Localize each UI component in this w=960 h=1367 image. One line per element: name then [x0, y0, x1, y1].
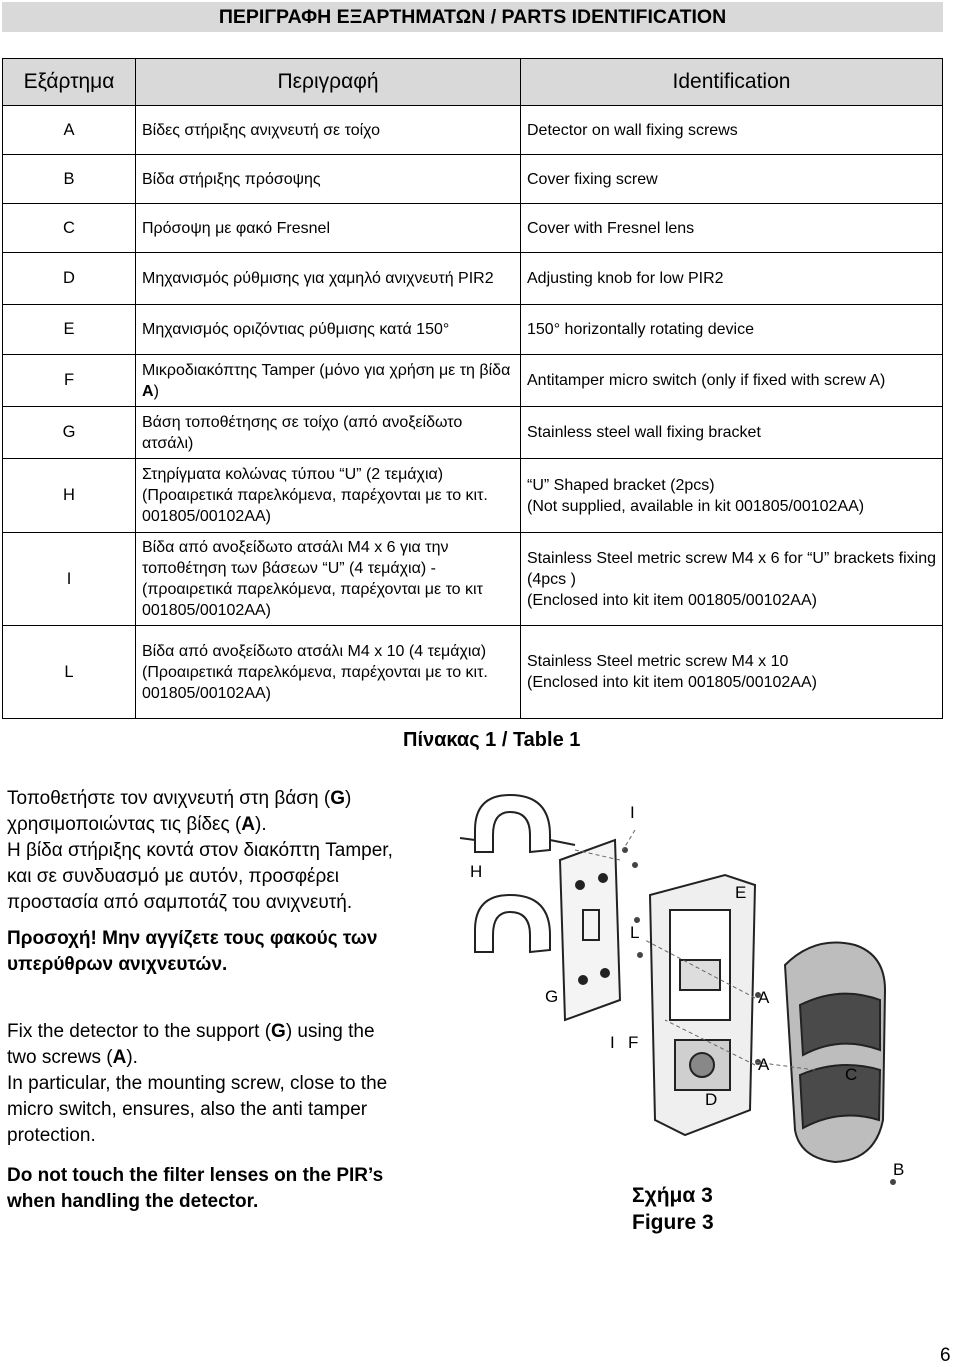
greek-instructions — [7, 786, 477, 978]
part-code: L — [3, 626, 136, 719]
part-code: D — [3, 253, 136, 305]
instruction-line: Η βίδα στήριξης κοντά στον διακόπτη Tamper, — [7, 840, 393, 861]
part-code: I — [3, 533, 136, 626]
warning-text-gr: Προσοχή! Μην αγγίζετε τους φακούς των υπερύθρων ανιχνευτών. — [7, 928, 378, 975]
part-description-gr: Βάση τοποθέτησης σε τοίχο (από ανοξείδωτο ατσάλι) — [136, 407, 521, 459]
table-header-row — [3, 59, 943, 106]
page-title: ΠΕΡΙΓΡΑΦΗ ΕΞΑΡΤΗΜΑΤΩΝ / PARTS IDENTIFICATION — [2, 2, 943, 32]
part-code: F — [3, 355, 136, 407]
table-row — [3, 106, 943, 155]
part-description-gr: Μηχανισμός οριζόντιας ρύθμισης κατά 150° — [136, 305, 521, 355]
detector-base — [650, 875, 755, 1135]
column-header-description: Περιγραφή — [136, 59, 521, 106]
label-a-upper: A — [758, 988, 770, 1007]
part-description-en: “U” Shaped bracket (2pcs) (Not supplied, available in kit 001805/00102AA) — [521, 459, 943, 533]
part-description-gr: Μηχανισμός ρύθμισης για χαμηλό ανιχνευτή PIR2 — [136, 253, 521, 305]
table-row — [3, 155, 943, 204]
parts-table — [2, 58, 943, 719]
table-row — [3, 305, 943, 355]
label-b: B — [893, 1160, 905, 1179]
label-e: E — [735, 883, 747, 902]
label-i-upper: I — [630, 803, 635, 822]
table-row — [3, 626, 943, 719]
instruction-line: Fix the detector to the support (G) using the — [7, 1021, 375, 1042]
detector-cover — [785, 943, 885, 1163]
label-g: G — [545, 987, 559, 1006]
part-description-en: Antitamper micro switch (only if fixed with screw A) — [521, 355, 943, 407]
u-bracket-upper — [460, 795, 575, 852]
english-instructions — [7, 1019, 477, 1215]
figure-caption: Σχήμα 3 Figure 3 — [632, 1184, 714, 1234]
instruction-line: και σε συνδυασμό με αυτόν, προσφέρει — [7, 866, 340, 887]
column-header-part: Εξάρτημα — [3, 59, 136, 106]
warning-text-en: Do not touch the filter lenses on the PIR’s when handling the detector. — [7, 1165, 384, 1212]
part-code: H — [3, 459, 136, 533]
label-f: F — [628, 1033, 639, 1052]
instruction-line: προστασία από σαμποτάζ του ανιχνευτή. — [7, 892, 353, 913]
table-row — [3, 253, 943, 305]
part-description-en: Detector on wall fixing screws — [521, 106, 943, 155]
label-a-lower: A — [758, 1055, 770, 1074]
table-row — [3, 459, 943, 533]
part-code: B — [3, 155, 136, 204]
part-description-en: Cover fixing screw — [521, 155, 943, 204]
instruction-line: Τοποθετήστε τον ανιχνευτή στη βάση (G) — [7, 788, 352, 809]
column-header-identification: Identification — [521, 59, 943, 106]
label-l: L — [630, 923, 640, 942]
table-row — [3, 533, 943, 626]
page-number: 6 — [940, 1345, 951, 1366]
part-description-en: Stainless steel wall fixing bracket — [521, 407, 943, 459]
part-description-gr: Στηρίγματα κολώνας τύπου “U” (2 τεμάχια) (Προαιρετικά παρελκόμενα, παρέχονται με το κιτ. 001805/00102AA) — [136, 459, 521, 533]
part-description-en: Cover with Fresnel lens — [521, 204, 943, 253]
table-row — [3, 407, 943, 459]
part-description-gr: Βίδα στήριξης πρόσοψης — [136, 155, 521, 204]
part-code: E — [3, 305, 136, 355]
part-description-gr: Βίδα από ανοξείδωτο ατσάλι M4 x 6 για την τοποθέτηση των βάσεων “U” (4 τεμάχια) - (προαιρετικά παρελκόμενα, παρέχονται με το κιτ 001805/00102AA) — [136, 533, 521, 626]
wall-bracket — [560, 840, 620, 1020]
instruction-line: two screws (A). — [7, 1047, 138, 1068]
table-row — [3, 204, 943, 253]
part-code: A — [3, 106, 136, 155]
label-i-lower: I — [610, 1033, 615, 1052]
label-d: D — [705, 1090, 718, 1109]
part-description-en: Adjusting knob for low PIR2 — [521, 253, 943, 305]
part-description-gr: Μικροδιακόπτης Tamper (μόνο για χρήση με τη βίδα A) — [136, 355, 521, 407]
part-description-en: Stainless Steel metric screw M4 x 10 (Enclosed into kit item 001805/00102AA) — [521, 626, 943, 719]
part-code: G — [3, 407, 136, 459]
table-caption: Πίνακας 1 / Table 1 — [403, 729, 581, 751]
exploded-assembly-figure — [455, 790, 915, 1210]
part-description-en: 150° horizontally rotating device — [521, 305, 943, 355]
label-c: C — [845, 1065, 858, 1084]
part-description-gr: Βίδες στήριξης ανιχνευτή σε τοίχο — [136, 106, 521, 155]
table-row — [3, 355, 943, 407]
label-h: H — [470, 862, 483, 881]
instruction-line: In particular, the mounting screw, close to the micro switch, ensures, also the anti tamper protection. — [7, 1073, 388, 1146]
part-code: C — [3, 204, 136, 253]
u-bracket-lower — [475, 895, 550, 952]
part-description-gr: Πρόσοψη με φακό Fresnel — [136, 204, 521, 253]
instruction-line: χρησιμοποιώντας τις βίδες (A). — [7, 814, 267, 835]
part-description-gr: Βίδα από ανοξείδωτο ατσάλι M4 x 10 (4 τεμάχια) (Προαιρετικά παρελκόμενα, παρέχονται με το κιτ. 001805/00102AA) — [136, 626, 521, 719]
part-description-en: Stainless Steel metric screw M4 x 6 for “U” brackets fixing (4pcs ) (Enclosed into kit item 001805/00102AA) — [521, 533, 943, 626]
